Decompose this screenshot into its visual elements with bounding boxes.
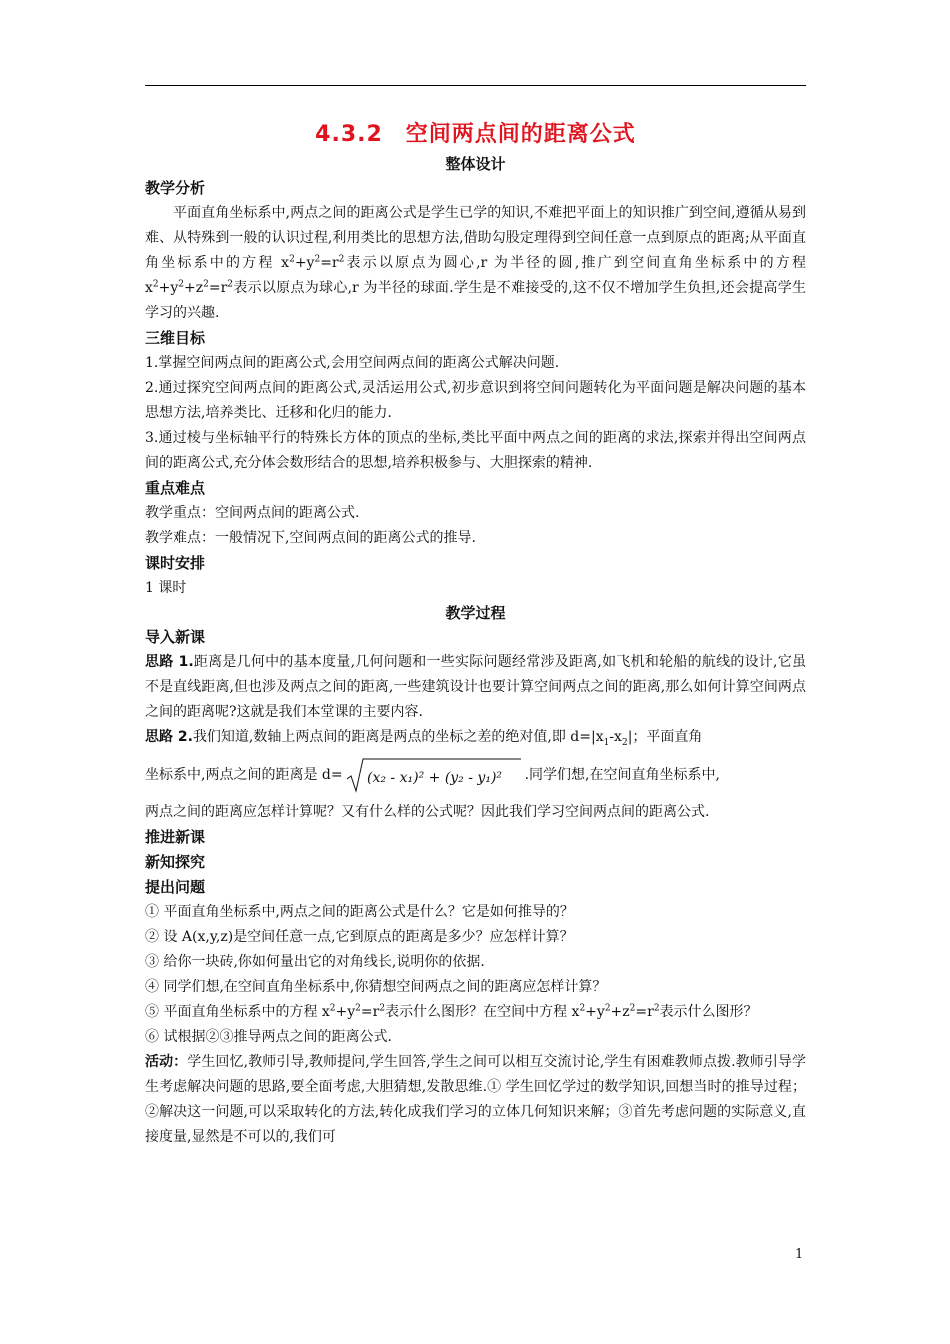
goal-2: 2.通过探究空间两点间的距离公式,灵活运用公式,初步意识到将空间问题转化为平面问题是解决问题的基本思想方法,培养类比、迁移和化归的能力.: [145, 380, 806, 421]
idea-2-cont: 两点之间的距离应怎样计算呢？又有什么样的公式呢？因此我们学习空间两点间的距离公式.: [145, 804, 710, 820]
time-heading: 课时安排: [145, 554, 206, 572]
goal-1: 1.掌握空间两点间的距离公式,会用空间两点间的距离公式解决问题.: [145, 355, 560, 371]
analysis-heading: 教学分析: [145, 179, 206, 197]
question-5: ⑤ 平面直角坐标系中的方程 $x^2+y^2=r^2$表示什么图形？在空间中方程 $x^2+y^2+z^2=r^2$表示什么图形？: [145, 1003, 758, 1020]
time-value: 1 课时: [145, 580, 187, 596]
idea-2: 思路 2.我们知道,数轴上两点间的距离是两点的坐标之差的绝对值,即 $d=|x_1-x_2|$；平面直角: [145, 729, 703, 748]
question-2: ② 设 A(x,y,z)是空间任意一点,它到原点的距离是多少？应怎样计算？: [145, 929, 574, 945]
subtitle: 整体设计: [445, 155, 506, 173]
sqrt-symbol: [345, 755, 523, 795]
process-heading: 教学过程: [445, 604, 506, 622]
explore-heading: 新知探究: [145, 853, 206, 871]
header-rule: [145, 85, 806, 86]
key-heading: 重点难点: [145, 479, 206, 497]
advance-heading: 推进新课: [145, 828, 206, 846]
question-4: ④ 同学们想,在空间直角坐标系中,你猜想空间两点之间的距离应怎样计算？: [145, 979, 607, 995]
goal-3: 3.通过棱与坐标轴平行的特殊长方体的顶点的坐标,类比平面中两点之间的距离的求法,探索并得出空间两点间的距离公式,充分体会数形结合的思想,培养积极参与、大胆探索的精神.: [145, 430, 806, 471]
idea-1: 思路 1.距离是几何中的基本度量,几何问题和一些实际问题经常涉及距离,如飞机和轮船的航线的设计,它虽不是直线距离,但也涉及两点之间的距离,一些建筑设计也要计算空间两点之间的距离,那么如何计算空间两点之间的距离呢?这就是我们本堂课的主要内容.: [145, 654, 806, 720]
formula-text: (x₂ - x₁)² + (y₂ - y₁)²: [366, 770, 502, 786]
question-1: ① 平面直角坐标系中,两点之间的距离公式是什么？它是如何推导的？: [145, 904, 574, 920]
question-6: ⑥ 试根据②③推导两点之间的距离公式.: [145, 1029, 392, 1045]
goals-heading: 三维目标: [145, 329, 206, 347]
question-heading: 提出问题: [145, 878, 206, 896]
difficult-point: 教学难点：一般情况下,空间两点间的距离公式的推导.: [145, 530, 476, 546]
key-point: 教学重点：空间两点间的距离公式.: [145, 505, 360, 521]
page-number: 1: [795, 1247, 804, 1262]
intro-heading: 导入新课: [145, 628, 206, 646]
question-3: ③ 给你一块砖,你如何量出它的对角线长,说明你的依据.: [145, 954, 485, 970]
distance-formula-line: 坐标系中,两点之间的距离是 d= (x₂ - x₁)² + (y₂ - y₁)² .同学们想,在空间直角坐标系中,: [145, 750, 806, 800]
document-body: [145, 118, 806, 1150]
page-title: 4.3.2 空间两点间的距离公式: [315, 122, 636, 147]
activity-paragraph: 活动：学生回忆,教师引导,教师提问,学生回答,学生之间可以相互交流讨论,学生有困难教师点拨.教师引导学生考虑解决问题的思路,要全面考虑,大胆猜想,发散思维.① 学生回忆学过的数学知识,回想当时的推导过程；②解决这一问题,可以采取转化的方法,转化成我们学习的立体几何知识来解；③首先考虑问题的实际意义,直接度量,显然是不可以的,我们可: [145, 1054, 807, 1145]
analysis-paragraph: 平面直角坐标系中,两点之间的距离公式是学生已学的知识,不难把平面上的知识推广到空间,遵循从易到难、从特殊到一般的认识过程,利用类比的思想方法,借助勾股定理得到空间任意一点到原点的距离;从平面直角坐标系中的方程 $x^2+y^2=r^2$表示以原点为圆心,r 为半径的圆,推广到空间直角坐标系中的方程 $x^2+y^2+z^2=r^2$表示以原点为球心,r 为半径的球面.学生是不难接受的,这不仅不增加学生负担,还会提高学生学习的兴趣.: [145, 205, 806, 321]
